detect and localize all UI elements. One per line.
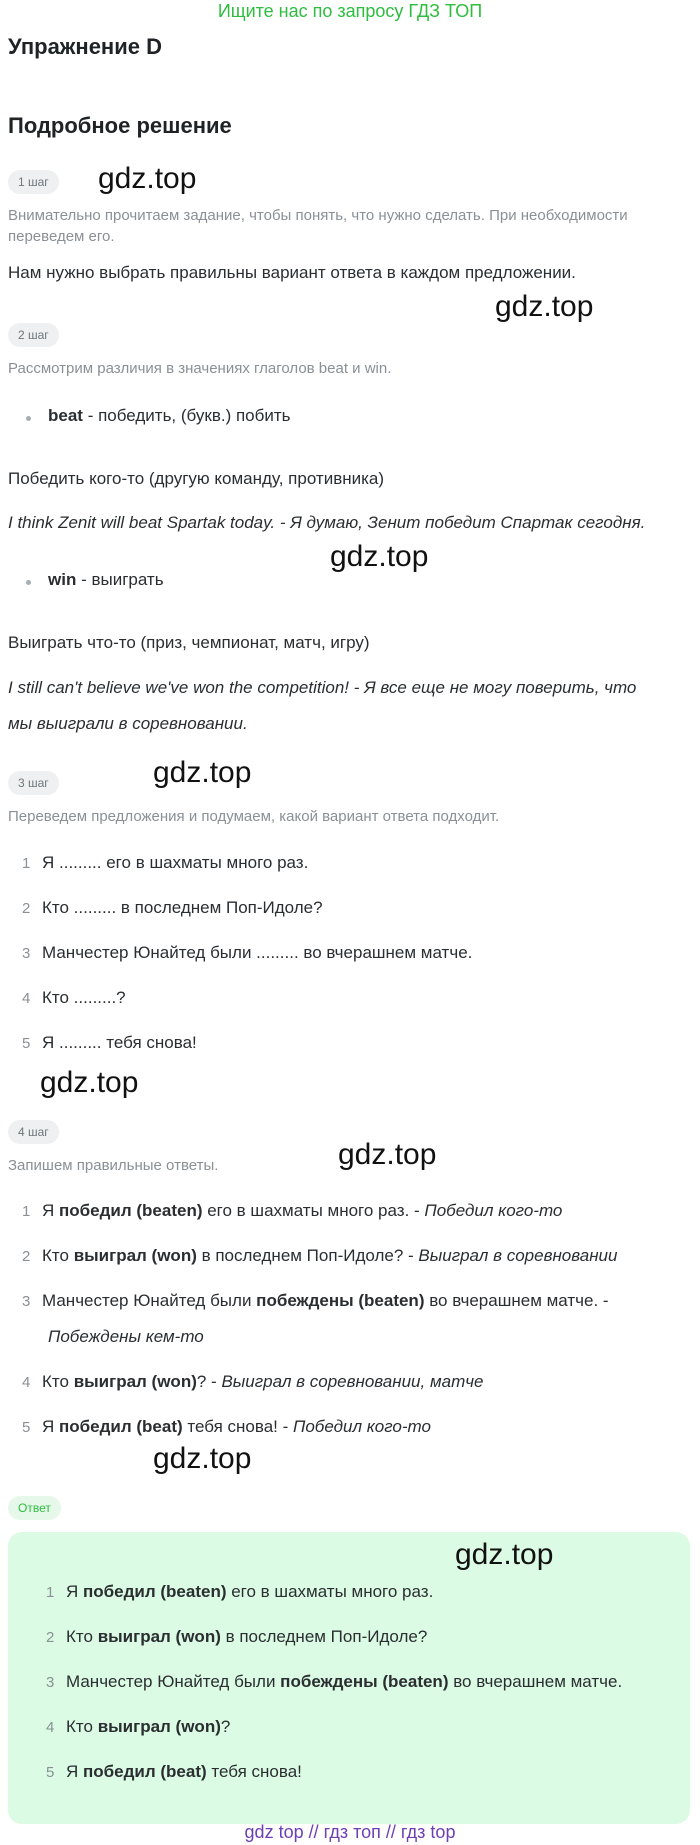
list-item: 3 Манчестер Юнайтед были ......... во вчерашнем матче. <box>22 943 473 962</box>
exercise-title: Упражнение D <box>8 34 162 59</box>
answer-item: 2 Кто выиграл (won) в последнем Поп-Идоле? <box>46 1627 428 1646</box>
list-item: 2 Кто выиграл (won) в последнем Поп-Идоле? - Выиграл в соревновании <box>22 1246 618 1265</box>
win-example-line-2: мы выиграли в соревновании. <box>8 714 248 733</box>
beat-rest: - победить, (букв.) побить <box>82 406 291 425</box>
beat-meaning: Победить кого-то (другую команду, противника) <box>8 469 385 488</box>
step-1-note: Внимательно прочитаем задание, чтобы понять, что нужно сделать. При необходимости переведем его. <box>8 207 628 245</box>
beat-word: beat <box>48 406 83 425</box>
list-item: 4 Кто .........? <box>22 988 126 1007</box>
step-1-badge: 1 шаг <box>8 170 59 194</box>
answer-item: 3 Манчестер Юнайтед были побеждены (beaten) во вчерашнем матче. <box>46 1672 623 1691</box>
beat-definition <box>48 405 291 427</box>
list-item: 3 Манчестер Юнайтед были побеждены (beaten) во вчерашнем матче. - <box>22 1291 609 1310</box>
answer-item: 5 Я победил (beat) тебя снова! <box>46 1762 302 1781</box>
answer-item: 4 Кто выиграл (won)? <box>46 1717 231 1736</box>
step-3-badge: 3 шаг <box>8 771 59 795</box>
win-rest: - выиграть <box>76 570 164 589</box>
section-title: Подробное решение <box>8 113 232 138</box>
win-example-line-1: I still can't believe we've won the competition! - Я все еще не могу поверить, что <box>8 678 637 697</box>
list-item-continuation: Побеждены кем-то <box>48 1327 204 1346</box>
list-item: 4 Кто выиграл (won)? - Выиграл в соревновании, матче <box>22 1372 484 1391</box>
watermark: gdz.top <box>153 1442 252 1475</box>
watermark: gdz.top <box>98 162 197 195</box>
watermark: gdz.top <box>40 1066 139 1099</box>
win-definition <box>48 569 164 591</box>
watermark: gdz.top <box>330 540 429 573</box>
beat-example: I think Zenit will beat Spartak today. - Я думаю, Зенит победит Спартак сегодня. <box>8 513 646 532</box>
step-4-note: Запишем правильные ответы. <box>8 1157 219 1174</box>
answer-item: 1 Я победил (beaten) его в шахматы много раз. <box>46 1582 434 1601</box>
list-item: 5 Я победил (beat) тебя снова! - Победил кого-то <box>22 1417 431 1436</box>
watermark: gdz.top <box>495 290 594 323</box>
step-2-note: Рассмотрим различия в значениях глаголов beat и win. <box>8 360 392 377</box>
watermark: gdz.top <box>455 1538 554 1571</box>
step-1-text: Нам нужно выбрать правильны вариант ответа в каждом предложении. <box>8 263 576 282</box>
watermark: gdz.top <box>338 1138 437 1171</box>
step-3-note: Переведем предложения и подумаем, какой вариант ответа подходит. <box>8 808 500 825</box>
top-banner[interactable]: Ищите нас по запросу ГДЗ ТОП <box>217 1 483 21</box>
step-4-badge: 4 шаг <box>8 1120 59 1144</box>
footer-links[interactable]: gdz top // гдз топ // гдз top <box>244 1822 456 1842</box>
list-item: 1 Я победил (beaten) его в шахматы много раз. - Победил кого-то <box>22 1201 563 1220</box>
win-meaning: Выиграть что-то (приз, чемпионат, матч, игру) <box>8 633 370 652</box>
list-item: 1 Я ......... его в шахматы много раз. <box>22 853 309 872</box>
step-2-badge: 2 шаг <box>8 323 59 347</box>
list-item: 5 Я ......... тебя снова! <box>22 1033 197 1052</box>
bullet-dot <box>26 580 31 585</box>
win-word: win <box>48 570 77 589</box>
bullet-dot <box>26 416 31 421</box>
watermark: gdz.top <box>153 756 252 789</box>
list-item: 2 Кто ......... в последнем Поп-Идоле? <box>22 898 323 917</box>
answer-badge: Ответ <box>8 1496 61 1520</box>
